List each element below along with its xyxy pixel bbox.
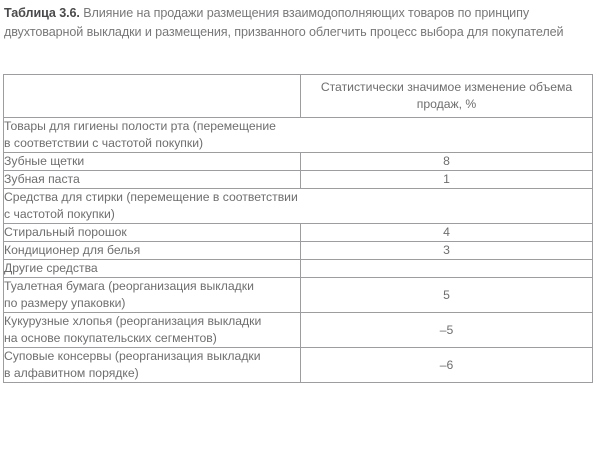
table-row	[4, 153, 593, 171]
row-label-line1: Суповые консервы (реорганизация выкладки	[4, 349, 261, 363]
table-row	[4, 242, 593, 260]
item-value-toothbrushes: 8	[301, 153, 593, 171]
item-value-toothpaste: 1	[301, 171, 593, 189]
column-header-change: Статистически значимое изменение объема продаж, %	[301, 75, 593, 118]
row-label-line1: Туалетная бумага (реорганизация выкладки	[4, 279, 254, 293]
table-row	[4, 260, 593, 278]
group-label-line2: в соответствии с частотой покупки)	[4, 136, 204, 150]
row-label-line1: Кукурузные хлопья (реорганизация выкладки	[4, 314, 262, 328]
statistics-table	[3, 74, 593, 383]
group-row-laundry	[4, 189, 593, 224]
row-value-toilet-paper: 5	[301, 278, 593, 313]
item-value-conditioner: 3	[301, 242, 593, 260]
row-value-soup-cans: –6	[301, 348, 593, 383]
table-body	[4, 118, 593, 383]
item-label-other: Другие средства	[4, 260, 301, 278]
table-container	[3, 74, 592, 383]
row-label-toilet-paper	[4, 278, 301, 313]
item-value-detergent: 4	[301, 224, 593, 242]
row-label-line2: на основе покупательских сегментов)	[4, 331, 217, 345]
row-label-line2: по размеру упаковки)	[4, 296, 126, 310]
table-row	[4, 278, 593, 313]
item-label-toothbrushes: Зубные щетки	[4, 153, 301, 171]
table-row	[4, 118, 593, 153]
table-caption-text: Влияние на продажи размещения взаимодополняющих товаров по принципу двухтоварной выкладки и размещения, призванного облегчить процесс выбора для покупателей	[4, 6, 564, 39]
group-label-line1: Средства для стирки (перемещение в соответствии	[4, 190, 298, 204]
table-row	[4, 171, 593, 189]
row-value-corn-flakes: –5	[301, 313, 593, 348]
item-label-detergent: Стиральный порошок	[4, 224, 301, 242]
group-label-line2: с частотой покупки)	[4, 207, 115, 221]
table-row	[4, 348, 593, 383]
group-row-oral-hygiene	[4, 118, 593, 153]
table-header	[4, 75, 593, 118]
table-caption-label: Таблица 3.6.	[4, 6, 80, 20]
item-value-other	[301, 260, 593, 278]
table-row	[4, 313, 593, 348]
table-row	[4, 189, 593, 224]
column-header-category	[4, 75, 301, 118]
row-label-soup-cans	[4, 348, 301, 383]
group-label-line1: Товары для гигиены полости рта (перемещение	[4, 119, 276, 133]
table-row	[4, 224, 593, 242]
table-header-row	[4, 75, 593, 118]
row-label-line2: в алфавитном порядке)	[4, 366, 139, 380]
row-label-corn-flakes	[4, 313, 301, 348]
table-caption	[0, 0, 592, 41]
item-label-toothpaste: Зубная паста	[4, 171, 301, 189]
item-label-conditioner: Кондиционер для белья	[4, 242, 301, 260]
